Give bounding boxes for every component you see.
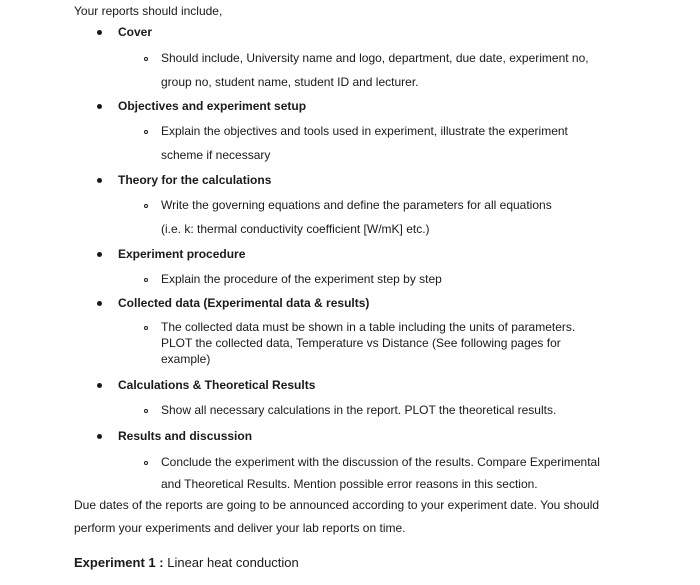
bullet-icon [97, 178, 102, 183]
sub-bullet-icon [144, 461, 148, 465]
due-dates-text: Due dates of the reports are going to be announced according to your experiment date. You should [74, 498, 600, 512]
sub-bullet-icon [144, 57, 148, 61]
section-heading-calculations: Calculations & Theoretical Results [118, 378, 316, 392]
sub-bullet-icon [144, 278, 148, 282]
bullet-icon [97, 383, 102, 388]
sub-bullet-icon [144, 204, 148, 208]
bullet-icon [97, 30, 102, 35]
section-text: scheme if necessary [161, 148, 271, 162]
section-text: example) [161, 352, 211, 366]
section-text: group no, student name, student ID and lecturer. [161, 75, 419, 89]
section-heading-objectives: Objectives and experiment setup [118, 99, 307, 113]
bullet-icon [97, 301, 102, 306]
section-text: Should include, University name and logo, department, due date, experiment no, [161, 51, 589, 65]
section-heading-results: Results and discussion [118, 429, 253, 443]
intro-text: Your reports should include, [74, 4, 223, 18]
bullet-icon [97, 434, 102, 439]
section-text: Conclude the experiment with the discussion of the results. Compare Experimental [161, 455, 600, 469]
sub-bullet-icon [144, 409, 148, 413]
section-text: Explain the procedure of the experiment step by step [161, 272, 442, 286]
section-heading-theory: Theory for the calculations [118, 173, 272, 187]
section-text: Explain the objectives and tools used in experiment, illustrate the experiment [161, 124, 568, 138]
section-text: Write the governing equations and define the parameters for all equations [161, 198, 552, 212]
sub-bullet-icon [144, 326, 148, 330]
section-heading-collected-data: Collected data (Experimental data & results) [118, 296, 370, 310]
section-heading-cover: Cover [118, 25, 153, 39]
bullet-icon [97, 104, 102, 109]
section-text: The collected data must be shown in a table including the units of parameters. [161, 320, 576, 334]
sub-bullet-icon [144, 130, 148, 134]
section-text: Show all necessary calculations in the report. PLOT the theoretical results. [161, 403, 557, 417]
experiment-label: Experiment 1 : [74, 555, 164, 570]
bullet-icon [97, 252, 102, 257]
section-heading-procedure: Experiment procedure [118, 247, 246, 261]
experiment-title [74, 555, 299, 570]
experiment-name: Linear heat conduction [167, 555, 299, 570]
section-text: PLOT the collected data, Temperature vs Distance (See following pages for [161, 336, 561, 350]
due-dates-text: perform your experiments and deliver your lab reports on time. [74, 521, 406, 535]
section-text: (i.e. k: thermal conductivity coefficient [W/mK] etc.) [161, 222, 430, 236]
section-text: and Theoretical Results. Mention possible error reasons in this section. [161, 477, 538, 491]
